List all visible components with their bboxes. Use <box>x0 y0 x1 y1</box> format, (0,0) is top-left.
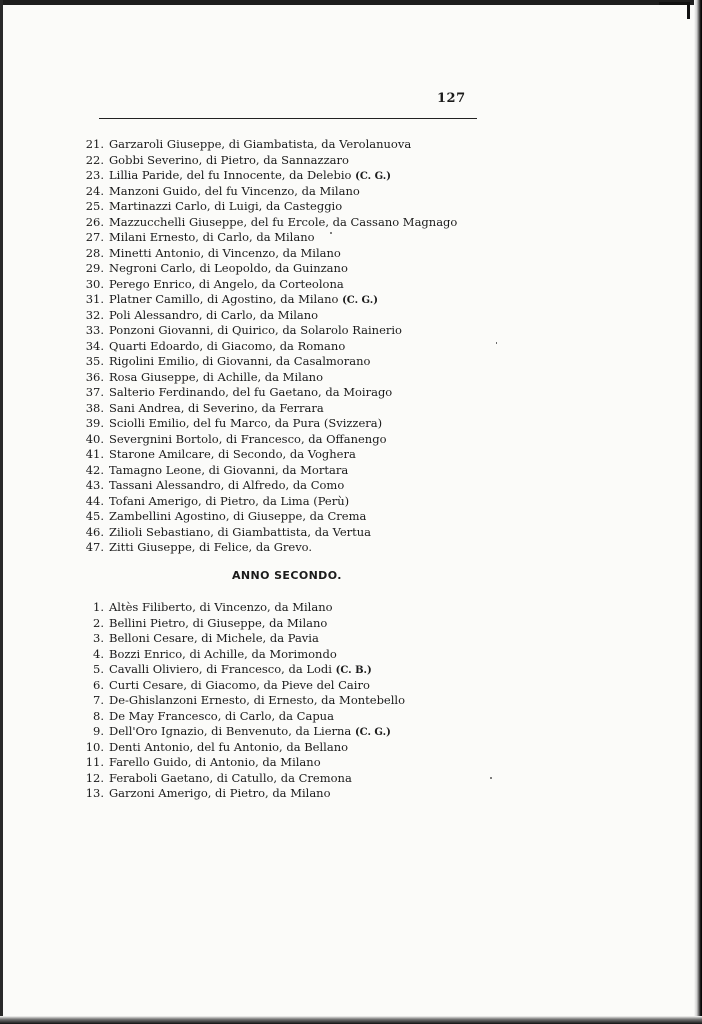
entry-name: Milani Ernesto, di Carlo, da Milano <box>109 230 315 244</box>
entry-number: 33. <box>85 323 104 337</box>
entry-name: Mazzucchelli Giuseppe, del fu Ercole, da Cassano Magnago <box>109 214 458 229</box>
entry-text <box>109 184 360 200</box>
entry-name: Lillia Paride, del fu Innocente, da Delebio <box>109 168 356 182</box>
entry-text <box>109 292 378 309</box>
section-title: ANNO SECONDO. <box>232 569 342 582</box>
entry-name: Feraboli Gaetano, di Catullo, da Cremona <box>109 770 352 785</box>
entry-number: 41. <box>85 447 104 461</box>
entry-number: 45. <box>85 509 104 523</box>
entry-name: Poli Alessandro, di Carlo, da Milano <box>109 307 319 322</box>
entry-name: Platner Camillo, di Agostino, da Milano <box>109 292 343 306</box>
entry-name: De May Francesco, di Carlo, da Capua <box>109 708 334 723</box>
entry-name: Gobbi Severino, di Pietro, da Sannazzaro <box>109 152 349 167</box>
entry-name: Garzoni Amerigo, di Pietro, da Milano <box>109 786 331 800</box>
entry-text <box>109 277 344 293</box>
entry-number: 4. <box>93 646 104 661</box>
entry-text <box>109 600 333 616</box>
entry-name: Negroni Carlo, di Leopoldo, da Guinzano <box>109 261 348 275</box>
entry-number: 22. <box>85 152 104 167</box>
entry-text <box>109 740 348 756</box>
entry-text <box>109 509 366 525</box>
entry-name: Ponzoni Giovanni, di Quirico, da Solarolo Rainerio <box>109 323 402 337</box>
entry-text <box>109 724 391 741</box>
entry-text <box>109 494 349 510</box>
entry-text <box>109 755 321 771</box>
entry-text <box>109 631 319 647</box>
entry-number: 23. <box>85 168 104 182</box>
entry-text <box>109 616 327 632</box>
page-edge-bottom <box>0 1016 702 1024</box>
corner-mark <box>659 2 690 19</box>
entry-text <box>109 678 370 694</box>
entry-number: 24. <box>85 183 104 198</box>
entry-name: Farello Guido, di Antonio, da Milano <box>109 755 321 769</box>
entry-name: Sani Andrea, di Severino, da Ferrara <box>109 400 324 415</box>
entry-text <box>109 786 331 802</box>
entry-name: Bellini Pietro, di Giuseppe, da Milano <box>109 615 328 630</box>
entry-text <box>109 662 372 679</box>
entry-tag: (C. G.) <box>342 295 378 306</box>
entry-number: 29. <box>85 261 104 275</box>
entry-text <box>109 478 344 494</box>
entry-name: Zambellini Agostino, di Giuseppe, da Crema <box>109 509 367 523</box>
entry-number: 25. <box>85 199 104 213</box>
entry-text <box>109 215 457 231</box>
entry-number: 44. <box>85 493 104 508</box>
entry-name: Dell'Oro Ignazio, di Benvenuto, da Lierna <box>109 724 355 738</box>
entry-number: 13. <box>85 786 104 800</box>
entry-number: 32. <box>85 307 104 322</box>
entry-text <box>109 199 342 215</box>
entry-number: 46. <box>85 524 104 539</box>
entry-text <box>109 432 387 448</box>
entry-number: 6. <box>93 677 104 692</box>
entry-name: Denti Antonio, del fu Antonio, da Bellano <box>109 739 349 754</box>
entry-tag: (C. B.) <box>335 665 372 676</box>
print-speck <box>496 342 497 344</box>
entry-number: 27. <box>85 230 104 244</box>
entry-number: 2. <box>93 615 104 630</box>
entry-name: Salterio Ferdinando, del fu Gaetano, da Moirago <box>109 385 393 399</box>
entry-number: 36. <box>85 369 104 384</box>
entry-text <box>109 709 334 725</box>
entry-text <box>109 339 345 355</box>
entry-name: Perego Enrico, di Angelo, da Corteolona <box>109 276 344 291</box>
entry-name: Severgnini Bortolo, di Francesco, da Offanengo <box>109 431 387 446</box>
entry-name: De-Ghislanzoni Ernesto, di Ernesto, da Montebello <box>109 693 406 707</box>
entry-name: Minetti Antonio, di Vincenzo, da Milano <box>109 245 341 260</box>
entry-number: 9. <box>93 724 104 738</box>
entry-name: Tofani Amerigo, di Pietro, da Lima (Perù) <box>109 493 350 508</box>
entry-text <box>109 693 405 709</box>
print-speck <box>330 232 332 234</box>
entry-text <box>109 447 356 463</box>
entry-name: Rigolini Emilio, di Giovanni, da Casalmorano <box>109 354 371 368</box>
entry-number: 7. <box>93 693 104 707</box>
entry-number: 21. <box>85 137 104 151</box>
entry-name: Garzaroli Giuseppe, di Giambatista, da Verolanuova <box>109 137 412 151</box>
entry-tag: (C. G.) <box>354 727 391 738</box>
entry-text <box>109 771 352 787</box>
entry-tag: (C. G.) <box>355 171 391 182</box>
entry-name: Zitti Giuseppe, di Felice, da Grevo. <box>109 540 313 554</box>
entry-number: 40. <box>85 431 104 446</box>
entry-number: 38. <box>85 400 104 415</box>
entry-name: Cavalli Oliviero, di Francesco, da Lodi <box>109 662 336 676</box>
entry-name: Sciolli Emilio, del fu Marco, da Pura (Svizzera) <box>109 416 383 430</box>
entry-number: 3. <box>93 631 104 645</box>
entry-name: Tassani Alessandro, di Alfredo, da Como <box>109 478 345 492</box>
entry-name: Rosa Giuseppe, di Achille, da Milano <box>109 369 324 384</box>
entry-text <box>109 540 312 556</box>
entry-number: 31. <box>85 292 104 306</box>
entry-number: 42. <box>85 462 104 477</box>
entry-name: Martinazzi Carlo, di Luigi, da Casteggio <box>109 199 343 213</box>
entry-number: 8. <box>93 708 104 723</box>
entry-text <box>109 463 348 479</box>
entry-text <box>109 525 371 541</box>
entry-number: 30. <box>85 276 104 291</box>
page-edge-right <box>694 0 702 1024</box>
entry-text <box>109 323 402 339</box>
entry-number: 35. <box>85 354 104 368</box>
entry-number: 11. <box>85 755 104 769</box>
entry-name: Altès Filiberto, di Vincenzo, da Milano <box>109 600 333 614</box>
entry-number: 37. <box>85 385 104 399</box>
entry-text <box>109 401 324 417</box>
entry-number: 28. <box>85 245 104 260</box>
entry-text <box>109 261 348 277</box>
entry-name: Curti Cesare, di Giacomo, da Pieve del Cairo <box>109 677 370 692</box>
entry-name: Bozzi Enrico, di Achille, da Morimondo <box>109 646 337 661</box>
entry-number: 26. <box>85 214 104 229</box>
entry-number: 10. <box>85 739 104 754</box>
entry-number: 12. <box>85 770 104 785</box>
page-number: 127 <box>437 91 466 106</box>
entry-text <box>109 246 341 262</box>
entry-name: Starone Amilcare, di Secondo, da Voghera <box>109 447 356 461</box>
entry-text <box>109 153 349 169</box>
entry-text <box>109 647 337 663</box>
entry-number: 43. <box>85 478 104 492</box>
entry-text <box>109 308 318 324</box>
entry-number: 5. <box>93 662 104 676</box>
entry-text <box>109 230 315 246</box>
print-speck <box>490 777 492 779</box>
entry-name: Manzoni Guido, del fu Vincenzo, da Milano <box>109 183 360 198</box>
page-edge-top <box>0 0 702 5</box>
entry-number: 47. <box>85 540 104 554</box>
entry-name: Zilioli Sebastiano, di Giambattista, da Vertua <box>109 524 372 539</box>
entry-text <box>109 416 382 432</box>
entry-text <box>109 168 391 185</box>
entry-text <box>109 385 392 401</box>
entry-name: Quarti Edoardo, di Giacomo, da Romano <box>109 338 346 353</box>
entry-number: 39. <box>85 416 104 430</box>
header-rule <box>99 118 477 119</box>
entry-text <box>109 354 370 370</box>
entry-text <box>109 137 411 153</box>
entry-text <box>109 370 323 386</box>
entry-name: Belloni Cesare, di Michele, da Pavia <box>109 631 319 645</box>
entry-name: Tamagno Leone, di Giovanni, da Mortara <box>109 462 349 477</box>
entry-number: 34. <box>85 338 104 353</box>
entry-number: 1. <box>93 600 104 614</box>
